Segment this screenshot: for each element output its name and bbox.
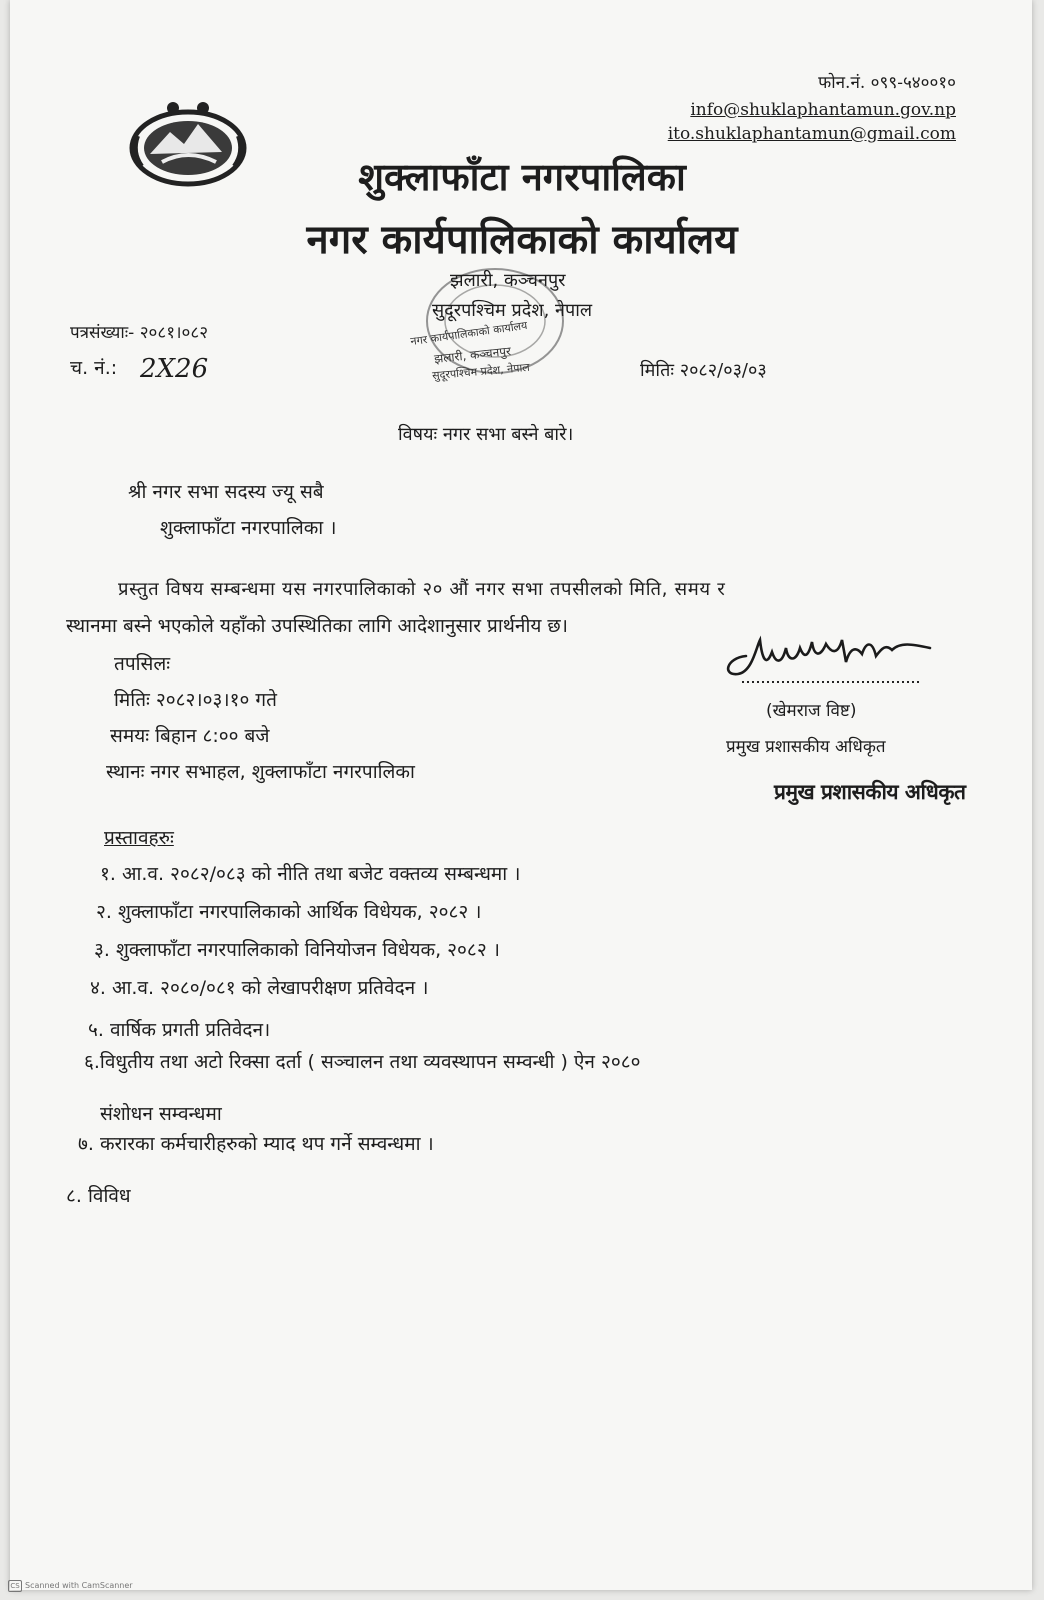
- proposal-item-continued: संशोधन सम्वन्धमा: [100, 1103, 222, 1125]
- camscanner-icon: CS: [8, 1580, 22, 1592]
- office-name: नगर कार्यपालिकाको कार्यालय: [306, 217, 738, 263]
- email-info: info@shuklaphantamun.gov.np: [690, 100, 956, 120]
- letter-date: मितिः २०८२/०३/०३: [640, 360, 767, 381]
- stamp-text-1: नगर कार्यपालिकाको कार्यालय: [409, 318, 529, 349]
- proposal-item: ८. विविध: [66, 1185, 131, 1207]
- scanner-text: Scanned with CamScanner: [25, 1581, 133, 1590]
- body-line1: प्रस्तुत विषय सम्बन्धमा यस नगरपालिकाको २० औं नगर सभा तपसीलको मिति, समय र: [118, 579, 726, 600]
- scanner-watermark: [8, 1580, 133, 1592]
- meeting-time: समयः बिहान ८:०० बजे: [110, 725, 270, 747]
- chalani-label: च. नं.:: [70, 357, 118, 379]
- reference-number: पत्रसंख्याः- २०८१।०८२: [70, 323, 209, 343]
- meeting-place: स्थानः नगर सभाहल, शुक्लाफाँटा नगरपालिका: [106, 761, 415, 783]
- proposal-item: ७. करारका कर्मचारीहरुको म्याद थप गर्ने सम्वन्धमा ।: [78, 1133, 434, 1155]
- chalani-number: 2X26: [140, 354, 209, 384]
- signatory-title: प्रमुख प्रशासकीय अधिकृत: [726, 737, 886, 757]
- recipient-line1: श्री नगर सभा सदस्य ज्यू सबै: [128, 481, 324, 503]
- proposal-item: ६.विधुतीय तथा अटो रिक्सा दर्ता ( सञ्चालन तथा व्यवस्थापन सम्वन्धी ) ऐन २०८०: [84, 1051, 641, 1073]
- body-line2: स्थानमा बस्ने भएकोले यहाँको उपस्थितिका लागि आदेशानुसार प्रार्थनीय छ।: [66, 615, 568, 637]
- designation-seal: प्रमुख प्रशासकीय अधिकृत: [774, 780, 966, 804]
- address-line2: सुदूरपश्चिम प्रदेश, नेपाल: [432, 300, 593, 321]
- meeting-date: मितिः २०८२।०३।१० गते: [114, 689, 277, 711]
- stamp-text-2: झलारी, कञ्चनपुर: [433, 344, 512, 366]
- proposal-item: ३. शुक्लाफाँटा नगरपालिकाको विनियोजन विधेयक, २०८२ ।: [94, 939, 500, 961]
- proposal-item: १. आ.व. २०८२/०८३ को नीति तथा बजेट वक्तव्य सम्बन्धमा ।: [100, 863, 521, 885]
- proposal-item: ४. आ.व. २०८०/०८१ को लेखापरीक्षण प्रतिवेदन ।: [90, 977, 429, 999]
- email-ito: ito.shuklaphantamun@gmail.com: [667, 124, 956, 144]
- proposal-item: ५. वार्षिक प्रगती प्रतिवेदन।: [88, 1019, 271, 1041]
- signature-icon: [716, 618, 946, 688]
- signatory-name: (खेमराज विष्ट): [766, 701, 857, 721]
- stamp-text-3: सुदूरपश्चिम प्रदेश, नेपाल: [431, 360, 531, 383]
- subject: विषयः नगर सभा बस्ने बारे।: [398, 424, 574, 445]
- proposal-item: २. शुक्लाफाँटा नगरपालिकाको आर्थिक विधेयक, २०८२ ।: [96, 901, 482, 923]
- org-name: शुक्लाफाँटा नगरपालिका: [358, 155, 686, 199]
- proposals-heading: प्रस्तावहरुः: [104, 827, 174, 849]
- phone-number: फोन.नं. ०९९-५४००१०: [818, 73, 956, 93]
- recipient-line2: शुक्लाफाँटा नगरपालिका ।: [160, 517, 337, 539]
- address-line1: झलारी, कञ्चनपुर: [450, 270, 566, 291]
- details-heading: तपसिलः: [114, 653, 171, 675]
